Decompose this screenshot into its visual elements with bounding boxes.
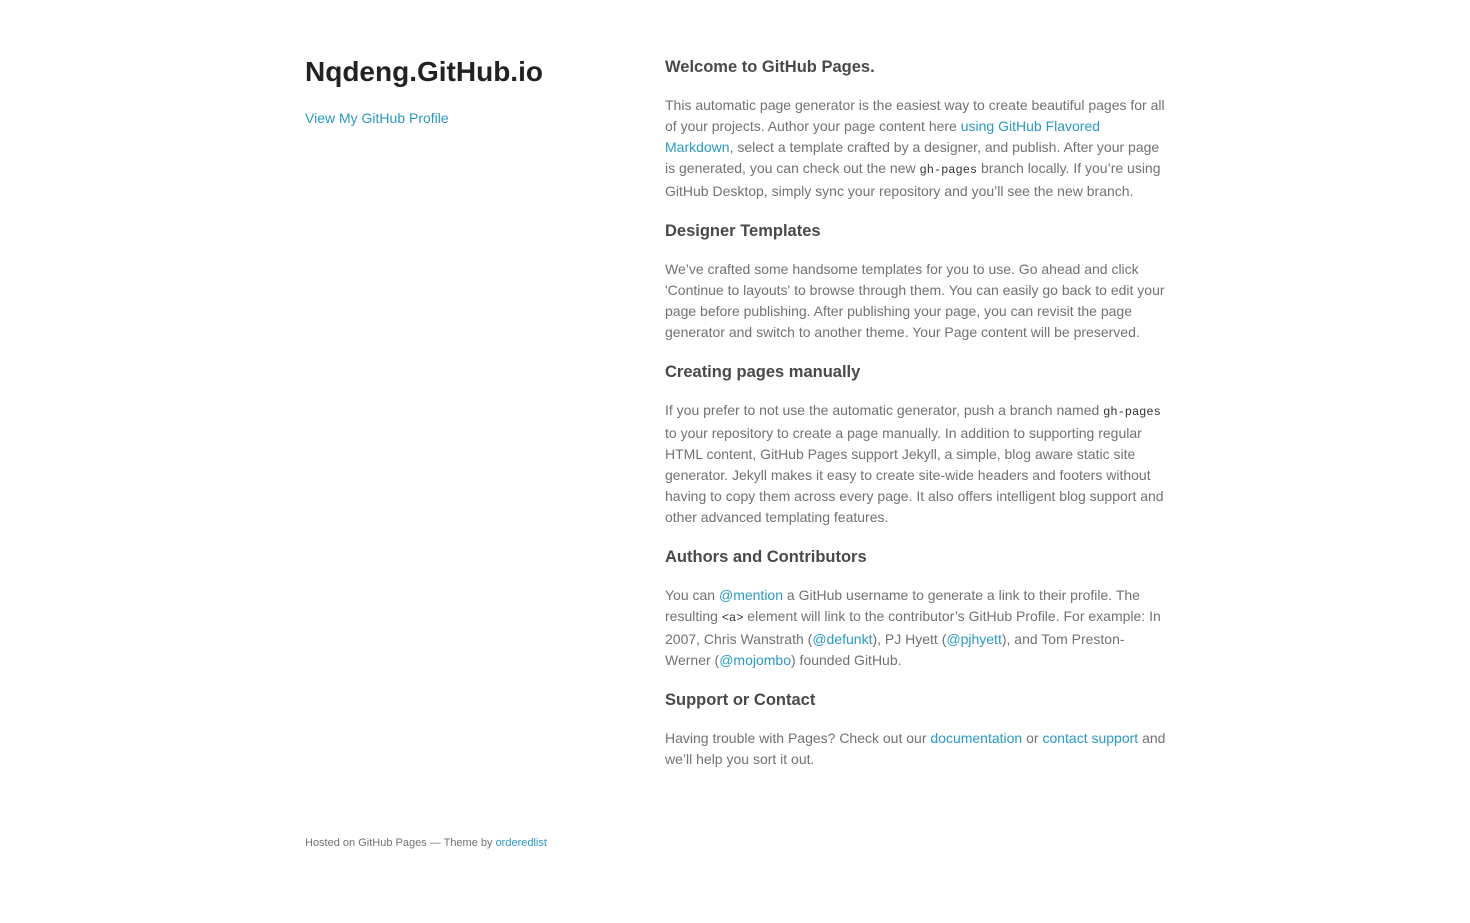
footer-text: Hosted on GitHub Pages — Theme by bbox=[305, 837, 496, 849]
text-span: branch locally. If you’re using GitHub Desktop, simply sync your repository and you’ll see the new branch. bbox=[665, 160, 1161, 199]
text-span: ), PJ Hyett ( bbox=[872, 631, 947, 647]
inline-code: gh-pages bbox=[919, 163, 978, 177]
view-github-profile-link[interactable]: View My GitHub Profile bbox=[305, 110, 449, 126]
inline-code: <a> bbox=[721, 611, 744, 625]
inline-code: gh-pages bbox=[1103, 405, 1161, 419]
section-heading-welcome: Welcome to GitHub Pages. bbox=[665, 58, 875, 76]
text-span: and we’ll help you sort it out. bbox=[665, 730, 1166, 767]
section-heading-authors: Authors and Contributors bbox=[665, 548, 867, 566]
authors-paragraph bbox=[665, 585, 1170, 671]
welcome-paragraph bbox=[665, 95, 1170, 202]
main-content bbox=[665, 56, 1170, 788]
text-span: We’ve crafted some handsome templates for you to use. Go ahead and click 'Continue to layouts' to browse through them. You can easily go back to edit your page before publishing. After publishing your page, you can revisit the page generator and switch to another theme. Your Page content will be preserved. bbox=[665, 261, 1165, 340]
defunkt-link[interactable]: @defunkt bbox=[812, 631, 873, 647]
support-paragraph bbox=[665, 728, 1170, 770]
creating-pages-paragraph bbox=[665, 400, 1170, 528]
site-header bbox=[305, 55, 605, 129]
text-span: element will link to the contributor’s GitHub Profile. For example: In 2007, Chris Wanstrath ( bbox=[665, 608, 1161, 647]
text-span: a GitHub username to generate a link to their profile. The resulting bbox=[665, 587, 1140, 624]
page-footer bbox=[305, 835, 547, 851]
text-span: , select a template crafted by a designer, and publish. After your page is generated, you can check out the new bbox=[665, 139, 1160, 176]
orderedlist-link[interactable]: orderedlist bbox=[495, 837, 547, 849]
contact-support-link[interactable]: contact support bbox=[1042, 730, 1139, 746]
designer-templates-paragraph bbox=[665, 259, 1170, 343]
section-heading-support: Support or Contact bbox=[665, 691, 816, 709]
documentation-link[interactable]: documentation bbox=[930, 730, 1023, 746]
text-span: You can bbox=[665, 587, 719, 603]
text-span: Having trouble with Pages? Check out our bbox=[665, 730, 931, 746]
mojombo-link[interactable]: @mojombo bbox=[719, 652, 791, 668]
text-span: ), and Tom Preston-Werner ( bbox=[665, 631, 1125, 668]
mention-link[interactable]: @mention bbox=[718, 587, 784, 603]
text-span: ) founded GitHub. bbox=[791, 652, 902, 668]
text-span: to your repository to create a page manually. In addition to supporting regular HTML content, GitHub Pages support Jekyll, a simple, blog aware static site generator. Jekyll makes it easy to create site-wide headers and footers without having to copy them across every page. It also offers intelligent blog support and other advanced templating features. bbox=[665, 425, 1164, 525]
text-span: or bbox=[1022, 730, 1043, 746]
github-flavored-markdown-link[interactable]: using GitHub Flavored Markdown bbox=[665, 118, 1101, 155]
site-title: Nqdeng.GitHub.io bbox=[305, 56, 543, 87]
text-span: If you prefer to not use the automatic generator, push a branch named bbox=[665, 402, 1104, 418]
section-heading-creating-pages: Creating pages manually bbox=[665, 363, 861, 381]
section-heading-designer-templates: Designer Templates bbox=[665, 222, 821, 240]
text-span: This automatic page generator is the easiest way to create beautiful pages for all of your projects. Author your page content here bbox=[665, 97, 1165, 134]
pjhyett-link[interactable]: @pjhyett bbox=[946, 631, 1002, 647]
